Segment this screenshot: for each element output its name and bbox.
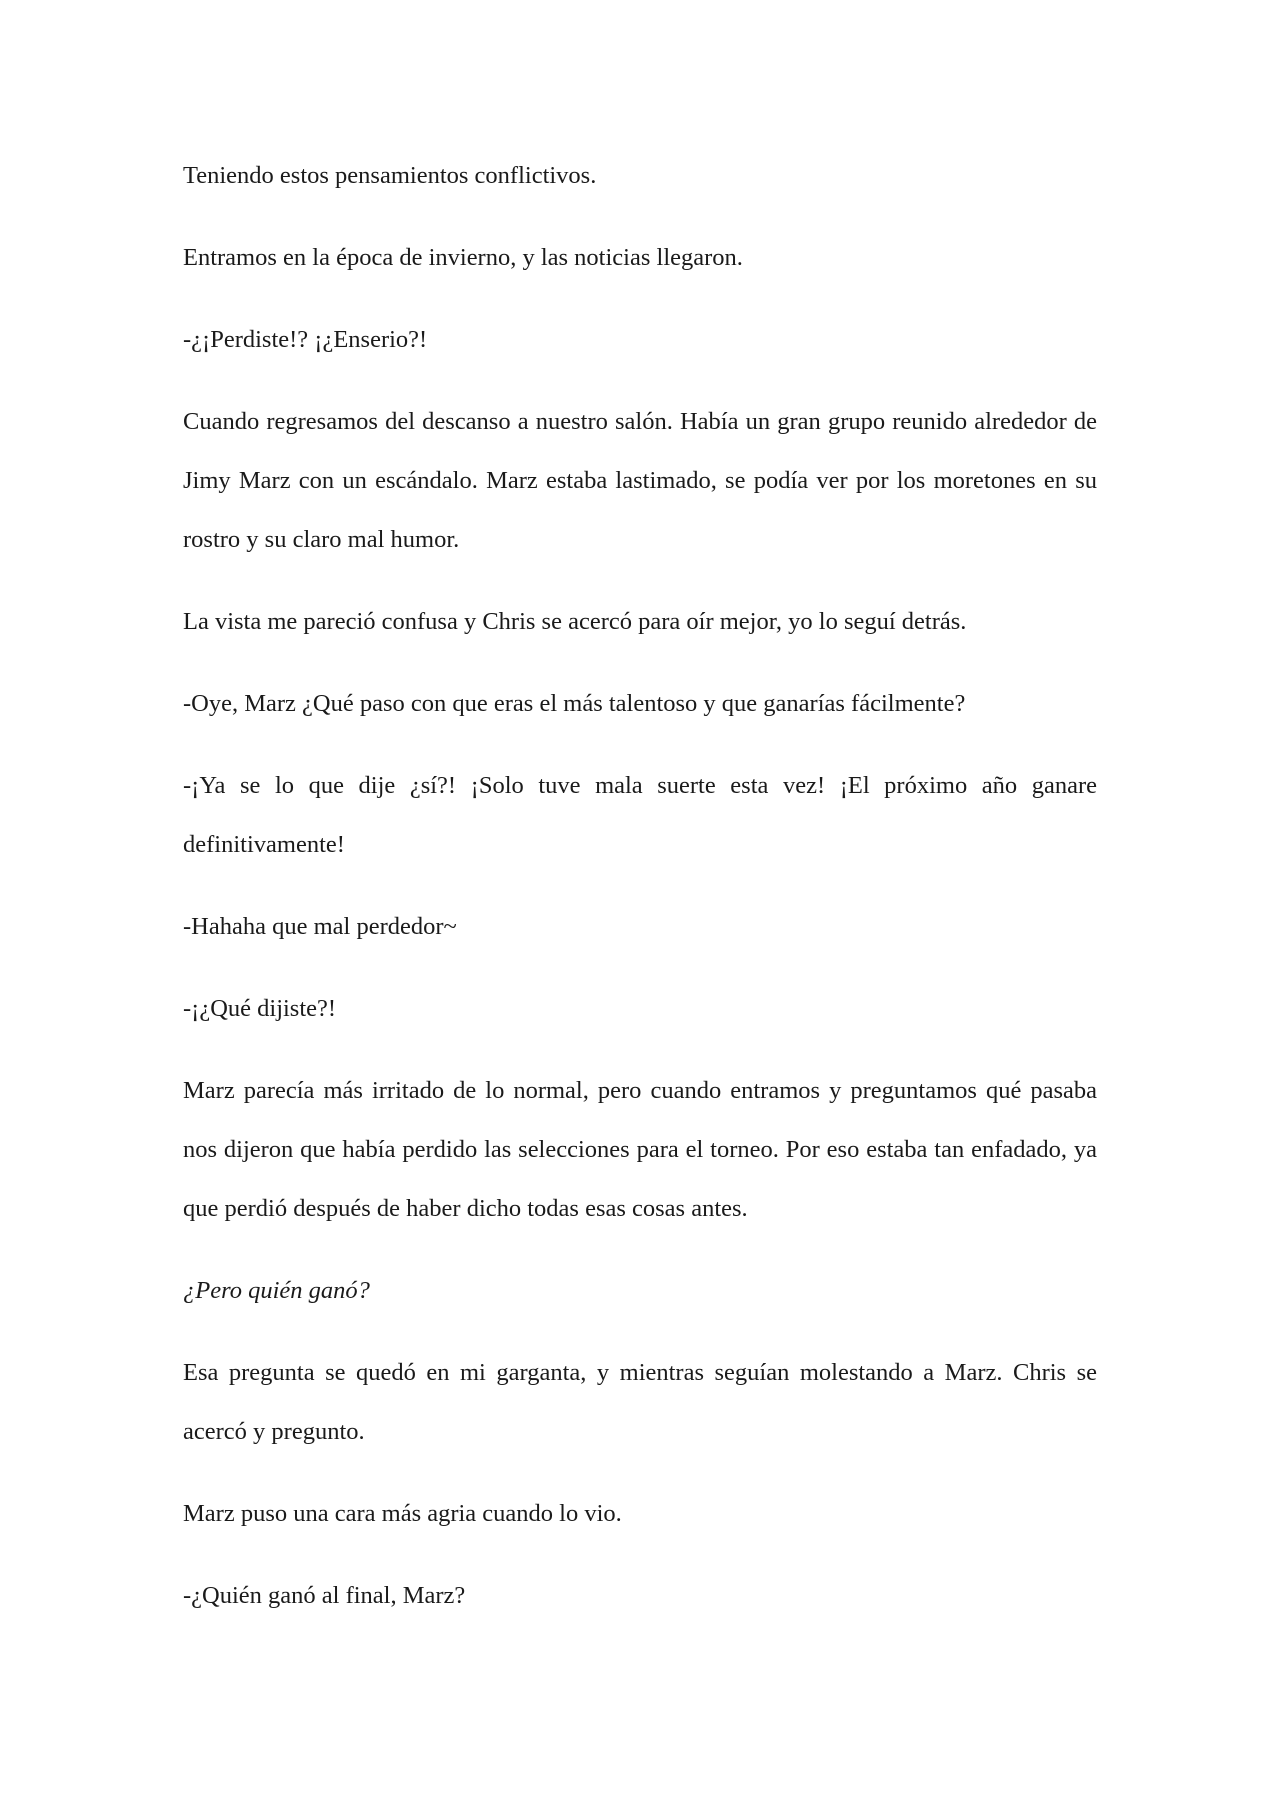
paragraph: Teniendo estos pensamientos conflictivos.	[183, 162, 597, 189]
paragraph: Esa pregunta se quedó en mi garganta, y mientras seguían molestando a Marz. Chris se acercó y pregunto.	[183, 1359, 1097, 1445]
paragraph: Marz puso una cara más agria cuando lo vio.	[183, 1500, 622, 1527]
paragraph: -Oye, Marz ¿Qué paso con que eras el más talentoso y que ganarías fácilmente?	[183, 690, 966, 717]
paragraph: -¿Quién ganó al final, Marz?	[183, 1582, 466, 1609]
paragraph: Entramos en la época de invierno, y las noticias llegaron.	[183, 244, 743, 271]
paragraph: La vista me pareció confusa y Chris se acercó para oír mejor, yo lo seguí detrás.	[183, 608, 967, 635]
paragraph: -Hahaha que mal perdedor~	[183, 913, 457, 940]
paragraph-italic-thought: ¿Pero quién ganó?	[183, 1277, 370, 1304]
paragraph: -¿¡Perdiste!? ¡¿Enserio?!	[183, 326, 428, 353]
paragraph: -¡Ya se lo que dije ¿sí?! ¡Solo tuve mala suerte esta vez! ¡El próximo año ganare definitivamente!	[183, 772, 1097, 858]
paragraph: Cuando regresamos del descanso a nuestro salón. Había un gran grupo reunido alrededor de Jimy Marz con un escándalo. Marz estaba lastimado, se podía ver por los moretones en su rostro y su claro mal humor.	[183, 408, 1097, 553]
paragraph: -¡¿Qué dijiste?!	[183, 995, 337, 1022]
document-body	[183, 146, 1097, 1648]
paragraph: Marz parecía más irritado de lo normal, pero cuando entramos y preguntamos qué pasaba nos dijeron que había perdido las selecciones para el torneo. Por eso estaba tan enfadado, ya que perdió después de haber dicho todas esas cosas antes.	[183, 1077, 1097, 1222]
